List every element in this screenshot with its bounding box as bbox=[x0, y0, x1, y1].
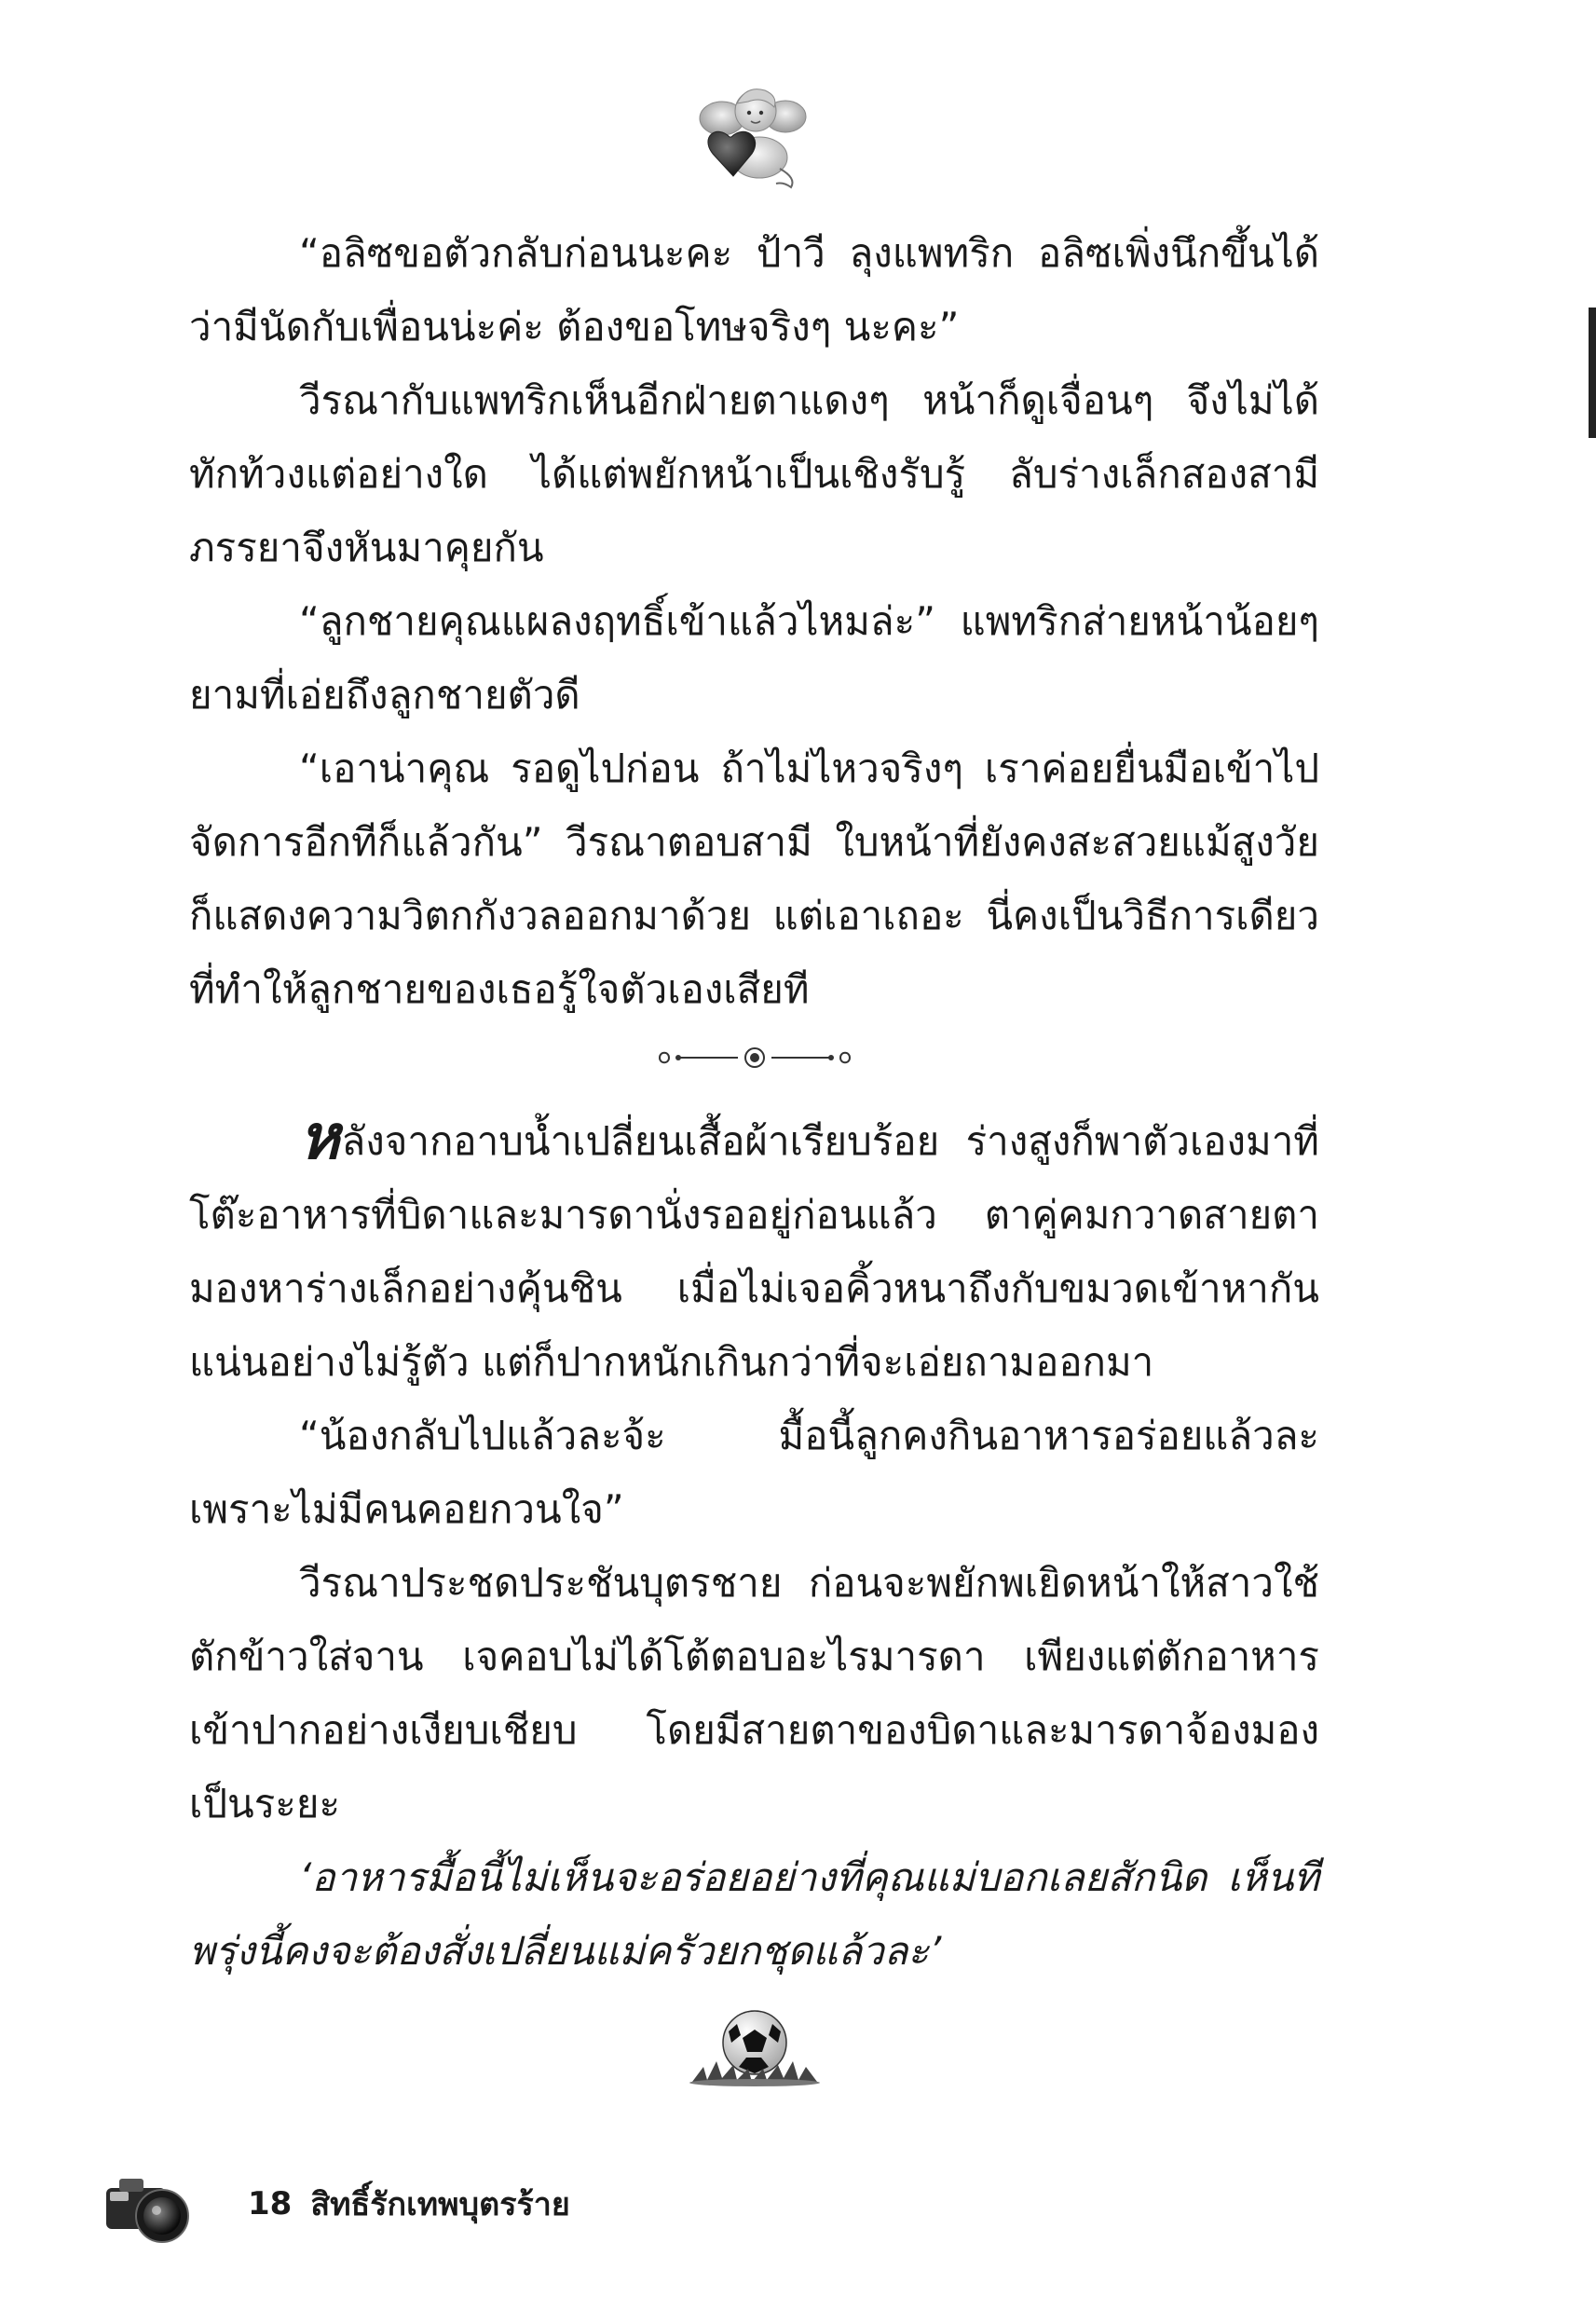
text-block-top bbox=[189, 216, 1319, 1026]
paragraph: “เอาน่าคุณ รอดูไปก่อน ถ้าไม่ไหวจริงๆ เราค่อยยื่นมือเข้าไปจัดการอีกทีก็แล้วกัน” วีรณาตอบสามี ใบหน้าที่ยังคงสะสวยแม้สูงวัยก็แสดงความวิตกกังวลออกมาด้วย แต่เอาเถอะ นี่คงเป็นวิธีการเดียวที่ทำให้ลูกชายของเธอรู้ใจตัวเองเสียที bbox=[189, 745, 1319, 1012]
page-footer bbox=[102, 2162, 570, 2246]
drop-cap: ห bbox=[299, 1101, 340, 1173]
cupid-heart-icon bbox=[694, 79, 815, 191]
paragraph: “น้องกลับไปแล้วละจ้ะ มื้อนี้ลูกคงกินอาหารอร่อยแล้วละ เพราะไม่มีคนคอยกวนใจ” bbox=[189, 1413, 1319, 1532]
paragraph: วีรณากับแพทริกเห็นอีกฝ่ายตาแดงๆ หน้าก็ดูเจื่อนๆ จึงไม่ได้ทักท้วงแต่อย่างใด ได้แต่พยักหน้าเป็นเชิงรับรู้ ลับร่างเล็กสองสามีภรรยาจึงหันมาคุยกัน bbox=[189, 377, 1319, 570]
page-edge-mark bbox=[1589, 308, 1596, 438]
paragraph: วีรณาประชดประชันบุตรชาย ก่อนจะพยักพเยิดหน้าให้สาวใช้ตักข้าวใส่จาน เจคอบไม่ได้โต้ตอบอะไรมารดา เพียงแต่ตักอาหารเข้าปากอย่างเงียบเชียบ โดยมีสายตาของบิดาและมารดาจ้องมองเป็นระยะ bbox=[189, 1560, 1319, 1826]
soccer-ball-icon bbox=[685, 2003, 825, 2087]
paragraph-text: ลังจากอาบน้ำเปลี่ยนเสื้อผ้าเรียบร้อย ร่างสูงก็พาตัวเองมาที่โต๊ะอาหารที่บิดาและมารดานั่งรออยู่ก่อนแล้ว ตาคู่คมกวาดสายตามองหาร่างเล็กอย่างคุ้นชิน เมื่อไม่เจอคิ้วหนาถึงกับขมวดเข้าหากันแน่นอย่างไม่รู้ตัว แต่ก็ปากหนักเกินกว่าที่จะเอ่ยถามออกมา bbox=[189, 1118, 1319, 1385]
paragraph: “ลูกชายคุณแผลงฤทธิ์เข้าแล้วไหมล่ะ” แพทริกส่ายหน้าน้อยๆ ยามที่เอ่ยถึงลูกชายตัวดี bbox=[189, 598, 1319, 718]
camera-icon bbox=[102, 2162, 196, 2246]
paragraph: “อลิซขอตัวกลับก่อนนะคะ ป้าวี ลุงแพทริก อลิซเพิ่งนึกขึ้นได้ว่ามีนัดกับเพื่อนน่ะค่ะ ต้องขอโทษจริงๆ นะคะ” bbox=[189, 230, 1319, 349]
paragraph-with-drop-cap bbox=[189, 1101, 1319, 1399]
page-number: 18 bbox=[248, 2185, 293, 2222]
italic-paragraph: ‘อาหารมื้อนี้ไม่เห็นจะอร่อยอย่างที่คุณแม่บอกเลยสักนิด เห็นทีพรุ่งนี้คงจะต้องสั่งเปลี่ยนแม่ครัวยกชุดแล้วละ’ bbox=[189, 1854, 1319, 1974]
book-title: สิทธิ์รักเทพบุตรร้าย bbox=[310, 2186, 570, 2223]
text-block-bottom bbox=[189, 1101, 1319, 1988]
scene-divider-ornament bbox=[652, 1044, 857, 1072]
